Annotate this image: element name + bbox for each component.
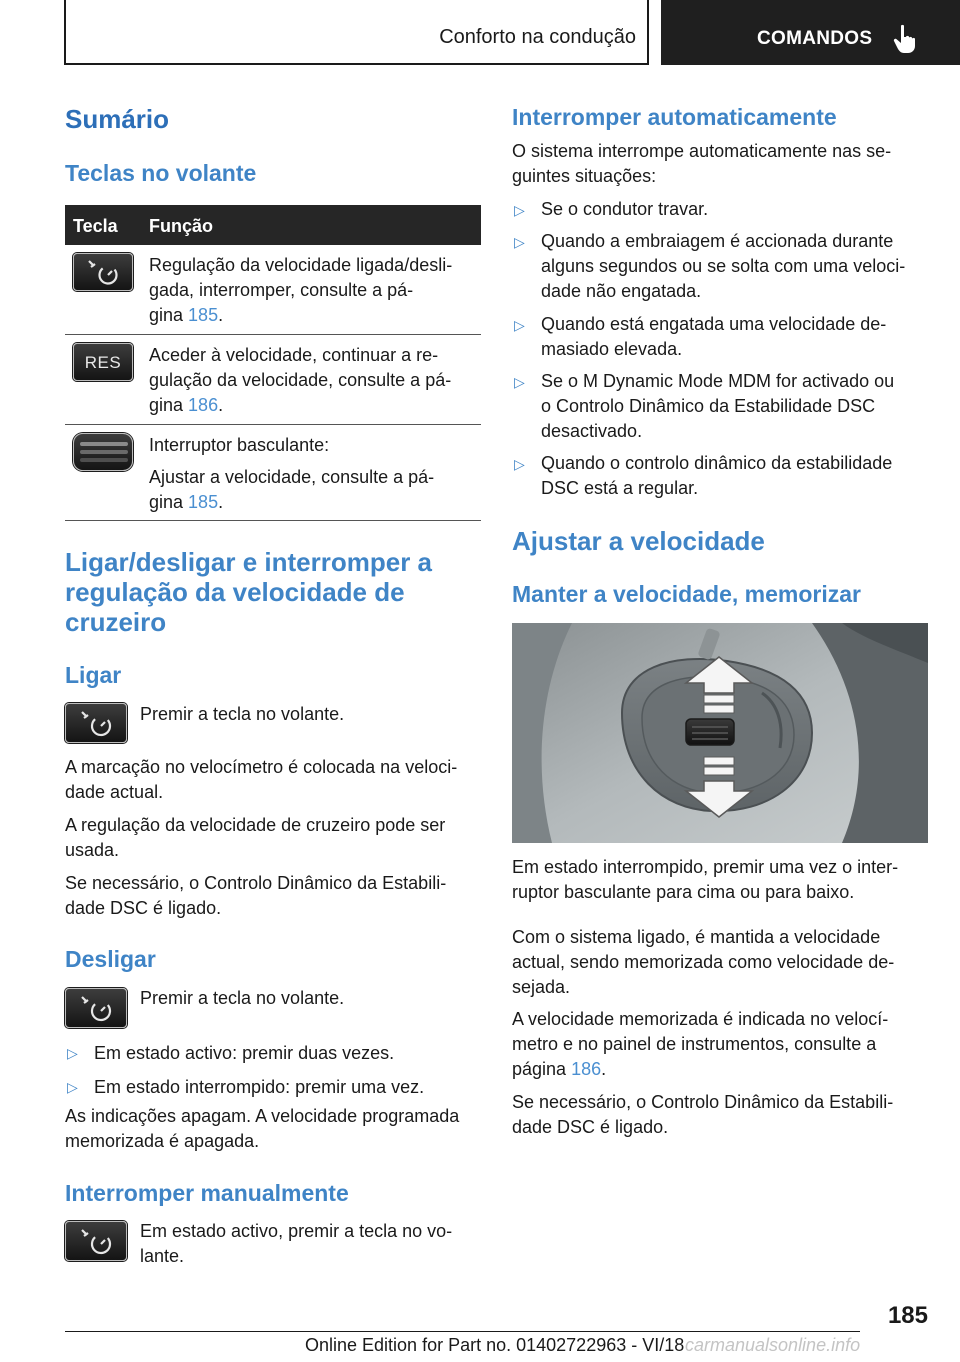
page-link[interactable]: 186 bbox=[188, 395, 219, 415]
header-bottom-rule bbox=[64, 63, 649, 65]
table-header-function: Função bbox=[149, 216, 214, 236]
subheading-manual-interrupt: Interromper manualmente bbox=[65, 1180, 349, 1206]
table-divider bbox=[65, 520, 481, 521]
table-row-function: Ajustar a velocidade, consulte a pá- gina 185. bbox=[149, 467, 435, 512]
page-link[interactable]: 186 bbox=[571, 1059, 602, 1079]
page-title: Sumário bbox=[65, 104, 170, 134]
header-section-title: Conforto na condução bbox=[439, 26, 636, 48]
header-chapter-tab[interactable] bbox=[661, 0, 960, 65]
bullet-marker-icon: ▷ bbox=[67, 1045, 78, 1061]
manual-key-text: Em estado activo, premir a tecla no vo- lante. bbox=[140, 1221, 453, 1266]
header-divider bbox=[647, 0, 649, 64]
bullet-marker-icon: ▷ bbox=[67, 1079, 78, 1095]
off-bullet-1: Em estado activo: premir duas vezes. bbox=[94, 1043, 395, 1063]
photo-caption: Em estado interrompido, premir uma vez o inter- ruptor basculante para cima ou para baixo. bbox=[512, 857, 899, 902]
table-header bbox=[65, 205, 481, 245]
off-paragraph: As indicações apagam. A velocidade programada memorizada é apagada. bbox=[65, 1106, 460, 1151]
bullet-marker-icon: ▷ bbox=[514, 317, 525, 333]
bullet-marker-icon: ▷ bbox=[514, 202, 525, 218]
footer-rule bbox=[65, 1331, 860, 1332]
keep-paragraph-1: Com o sistema ligado, é mantida a velocidade actual, sendo memorizada como velocidade de- sejada. bbox=[512, 927, 895, 997]
rocker-switch-icon bbox=[73, 433, 133, 471]
off-key-text: Premir a tecla no volante. bbox=[140, 988, 345, 1008]
keep-paragraph-2: A velocidade memorizada é indicada no velocí- metro e no painel de instrumentos, consulte a página 186. bbox=[512, 1009, 889, 1079]
table-row-function: Regulação da velocidade ligada/desli- gada, interromper, consulte a pá- gina 185. bbox=[149, 255, 453, 325]
header-chapter-label: COMANDOS bbox=[757, 28, 873, 49]
on-paragraph-1: A marcação no velocímetro é colocada na veloci- dade actual. bbox=[65, 757, 458, 802]
cruise-control-icon bbox=[73, 253, 133, 291]
section-heading-on-off: Ligar/desligar e interromper a regulação da velocidade de cruzeiro bbox=[65, 547, 433, 637]
pointing-hand-icon bbox=[893, 24, 919, 54]
table-row-function: Aceder à velocidade, continuar a re- gulação da velocidade, consulte a pá- gina 186. bbox=[149, 345, 452, 415]
subheading-on: Ligar bbox=[65, 662, 122, 688]
off-bullet-2: Em estado interrompido: premir uma vez. bbox=[94, 1077, 425, 1097]
section-heading-adjust-speed: Ajustar a velocidade bbox=[512, 526, 765, 556]
cruise-control-icon bbox=[65, 703, 127, 743]
auto-bullet-5: Quando o controlo dinâmico da estabilidade DSC está a regular. bbox=[541, 453, 893, 498]
auto-bullet-3: Quando está engatada uma velocidade de- masiado elevada. bbox=[541, 314, 887, 359]
section-heading-steering-buttons: Teclas no volante bbox=[65, 160, 257, 186]
keep-paragraph-3: Se necessário, o Controlo Dinâmico da Estabili- dade DSC é ligado. bbox=[512, 1092, 894, 1137]
table-header-key: Tecla bbox=[73, 216, 118, 236]
bullet-marker-icon: ▷ bbox=[514, 234, 525, 250]
on-paragraph-3: Se necessário, o Controlo Dinâmico da Estabili- dade DSC é ligado. bbox=[65, 873, 447, 918]
page-link[interactable]: 185 bbox=[188, 305, 219, 325]
res-key-icon: RES bbox=[73, 343, 133, 381]
auto-bullet-2: Quando a embraiagem é accionada durante alguns segundos ou se solta com uma veloci- dade não engatada. bbox=[541, 231, 906, 301]
table-row-function-label: Interruptor basculante: bbox=[149, 435, 330, 455]
table-divider bbox=[65, 334, 481, 335]
bullet-marker-icon: ▷ bbox=[514, 456, 525, 472]
footer-edition: Online Edition for Part no. 01402722963 - VI/18 bbox=[305, 1335, 685, 1355]
page-link[interactable]: 185 bbox=[188, 492, 219, 512]
cruise-control-icon bbox=[65, 988, 127, 1028]
cruise-control-icon bbox=[65, 1221, 127, 1261]
subheading-off: Desligar bbox=[65, 946, 156, 972]
bullet-marker-icon: ▷ bbox=[514, 374, 525, 390]
steering-wheel-rocker-photo bbox=[512, 623, 928, 843]
auto-bullet-1: Se o condutor travar. bbox=[541, 199, 709, 219]
section-heading-auto-interrupt: Interromper automaticamente bbox=[512, 104, 837, 130]
auto-intro: O sistema interrompe automaticamente nas se- guintes situações: bbox=[512, 141, 892, 186]
table-divider bbox=[65, 424, 481, 425]
auto-bullet-4: Se o M Dynamic Mode MDM for activado ou o Controlo Dinâmico da Estabilidade DSC desactivado. bbox=[541, 371, 895, 441]
footer-watermark: carmanualsonline.info bbox=[685, 1335, 861, 1355]
on-paragraph-2: A regulação da velocidade de cruzeiro pode ser usada. bbox=[65, 815, 446, 860]
subheading-keep-speed: Manter a velocidade, memorizar bbox=[512, 581, 861, 607]
on-key-text: Premir a tecla no volante. bbox=[140, 704, 345, 724]
page-number: 185 bbox=[887, 1302, 928, 1329]
